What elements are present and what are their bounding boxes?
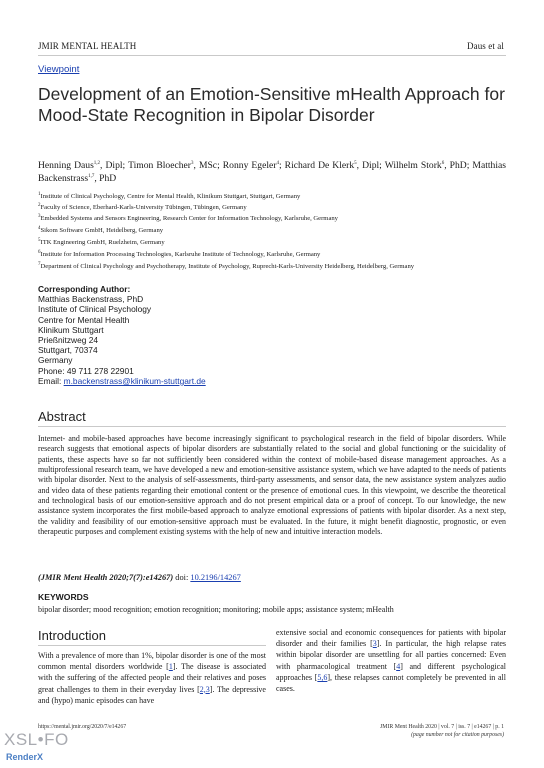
affiliation-text: Faculty of Science, Eberhard-Karls-University Tübingen, Tübingen, Germany [40, 204, 247, 211]
corresponding-line: Prießnitzweg 24 [38, 335, 99, 346]
author-name: Wilhelm Stork [384, 160, 442, 171]
corresponding-label: Corresponding Author: [38, 284, 131, 294]
journal-header: JMIR MENTAL HEALTH [38, 41, 137, 51]
reference-link[interactable]: 3 [372, 639, 377, 649]
affiliation-marker: 5 [38, 237, 41, 243]
introduction-rule [38, 645, 266, 646]
author-affiliation-marker: 1,7 [88, 173, 95, 179]
introduction-right-column [276, 627, 506, 694]
affiliation-line [38, 214, 338, 223]
affiliation-text: Department of Clinical Psychology and Psychotherapy, Institute of Psychology, Ruprecht-Karls-University Heidelberg, Heidelberg, Germany [40, 263, 415, 270]
author-affiliation-marker: 4 [276, 160, 279, 166]
header-rule [38, 55, 506, 56]
affiliation-line [38, 192, 300, 201]
keywords-heading: KEYWORDS [38, 592, 89, 602]
author-name: Matthias Backenstrass [38, 160, 506, 184]
affiliation-marker: 2 [38, 202, 41, 208]
author-name: Timon Bloecher [128, 160, 191, 171]
body-text: ]. The depressive and (hypo) manic episodes can have [38, 684, 266, 705]
email-link[interactable]: m.backenstrass@klinikum-stuttgart.de [63, 375, 206, 386]
affiliation-text: Institute for Information Processing Technologies, Karlsruhe Institute of Technology, Karlsruhe, Germany [40, 251, 321, 258]
author-degree: , Dipl; [100, 160, 129, 171]
affiliation-marker: 4 [38, 225, 41, 231]
email-label: Email: [38, 375, 64, 386]
article-title: Development of an Emotion-Sensitive mHealth Approach for Mood-State Recognition in Bipolar Disorder [38, 84, 505, 125]
affiliation-text: Embedded Systems and Sensors Engineering, Research Center for Information Technology, Karlsruhe, Germany [40, 215, 338, 222]
author-degree: , PhD [94, 173, 117, 184]
running-author: Daus et al [467, 41, 504, 51]
corresponding-line: Centre for Mental Health [38, 314, 130, 325]
affiliation-line [38, 226, 163, 235]
citation-ref: (JMIR Ment Health 2020;7(7):e14267) [38, 573, 174, 582]
article-type-link[interactable]: Viewpoint [38, 64, 80, 75]
author-degree: ; [278, 160, 285, 171]
affiliation-line [38, 203, 247, 212]
author-affiliation-marker: 3 [191, 160, 194, 166]
reference-link[interactable]: 1 [168, 662, 173, 672]
affiliation-line [38, 262, 414, 271]
affiliation-marker: 7 [38, 261, 41, 267]
affiliation-text: Institute of Clinical Psychology, Centre for Mental Health, Klinikum Stuttgart, Stuttgart, Germany [40, 193, 301, 200]
abstract-heading: Abstract [38, 409, 86, 424]
introduction-heading: Introduction [38, 628, 106, 643]
corresponding-author [38, 284, 206, 386]
author-affiliation-marker: 1,2 [93, 160, 101, 166]
reference-link[interactable]: 5,6 [317, 672, 328, 682]
author-degree: , Dipl; [356, 160, 385, 171]
author-list [38, 159, 506, 185]
affiliation-marker: 1 [38, 191, 41, 197]
reference-link[interactable]: 2,3 [199, 684, 210, 694]
abstract-rule [38, 426, 506, 427]
body-text: ]. The disease is associated with the suffering of the affected people and their relatives and poses great challenges to them in their everyday lives [ [38, 662, 266, 694]
affiliation-marker: 6 [38, 249, 41, 255]
corresponding-line: Klinikum Stuttgart [38, 324, 104, 335]
keywords-text: bipolar disorder; mood recognition; emotion recognition; monitoring; mobile apps; assistance system; mHealth [38, 605, 394, 614]
abstract-text: Internet- and mobile-based approaches have become increasingly significant to psychological research in the field of bipolar disorders. While research suggests that emotional aspects of bipolar disorders are substantially related to the social and global functioning or the suicidality of patients, these aspects have so far not sufficiently been considered within the context of mobile-based disease management approaches. As a multiprofessional research team, we have developed a new and emotion-sensitive assistance system, which we have adapted to the needs of patients with bipolar disorder. Next to the analysis of self-assessments, third-party assessments, and sensor data, the new assistance system analyzes audio and video data of these patients regarding their emotional content or the presence of emotional cues. In this viewpoint, we describe the theoretical and technological basis of our emotion-sensitive approach and do not present empirical data or a proof of concept. To our knowledge, the new assistance system incorporates the first mobile-based approach to analyze emotional expressions of patients with bipolar disorder. As a next step, the validity and feasibility of our emotion-sensitive approach must be evaluated. In the future, it might benefit diagnostic, prognostic, or even therapeutic purposes and complement existing systems with the help of new and intuitive interaction models. [38, 434, 506, 537]
xslfo-logo: XSL•FO [4, 730, 69, 749]
affiliation-marker: 3 [38, 213, 41, 219]
author-name: Richard De Klerk [284, 160, 355, 171]
affiliation-line [38, 250, 320, 259]
introduction-left-column [38, 650, 266, 706]
footer-citation-meta: JMIR Ment Health 2020 | vol. 7 | iss. 7 | e14267 | p. 1 [380, 724, 504, 730]
author-affiliation-marker: 5 [354, 160, 357, 166]
body-text: ], these relapses cannot completely be prevented in all cases. [276, 672, 506, 694]
affiliation-text: ITK Engineering GmbH, Ruelzheim, Germany [40, 239, 165, 246]
citation-line [38, 573, 241, 582]
body-text: With a prevalence of more than 1%, bipolar disorder is one of the most common mental disorders worldwide [ [38, 651, 266, 672]
affiliation-text: Sikom Software GmbH, Heidelberg, Germany [40, 227, 164, 234]
reference-link[interactable]: 4 [396, 661, 401, 671]
author-name: Ronny Egeler [222, 160, 277, 171]
affiliation-line [38, 238, 165, 247]
author-degree: , PhD; [444, 160, 473, 171]
corresponding-line: Stuttgart, 70374 [38, 345, 98, 356]
renderx-logo: RenderX [6, 752, 44, 762]
corresponding-line: Germany [38, 355, 73, 366]
doi-label: doi: [175, 573, 191, 582]
footer-meta [380, 724, 504, 739]
footer-note: (page number not for citation purposes) [411, 731, 504, 738]
body-text: extensive social and economic consequences for patients with bipolar disorder and their families [ [276, 628, 506, 649]
author-degree: , MSc; [193, 160, 223, 171]
corresponding-line: Phone: 49 711 278 22901 [38, 365, 134, 376]
body-text: ] and different psychological approaches [ [276, 661, 507, 682]
author-name: Henning Daus [38, 160, 94, 171]
doi-link[interactable]: 10.2196/14267 [190, 573, 241, 582]
body-text: ]. In particular, the high relapse rates within bipolar disorder are unsettling for all parties concerned: Even with pharmacological treatment [ [276, 639, 507, 671]
corresponding-line: Matthias Backenstrass, PhD [38, 294, 144, 305]
footer-url: https://mental.jmir.org/2020/7/e14267 [38, 724, 127, 730]
email-line [38, 376, 206, 386]
author-affiliation-marker: 6 [441, 160, 445, 166]
corresponding-line: Institute of Clinical Psychology [38, 304, 152, 315]
